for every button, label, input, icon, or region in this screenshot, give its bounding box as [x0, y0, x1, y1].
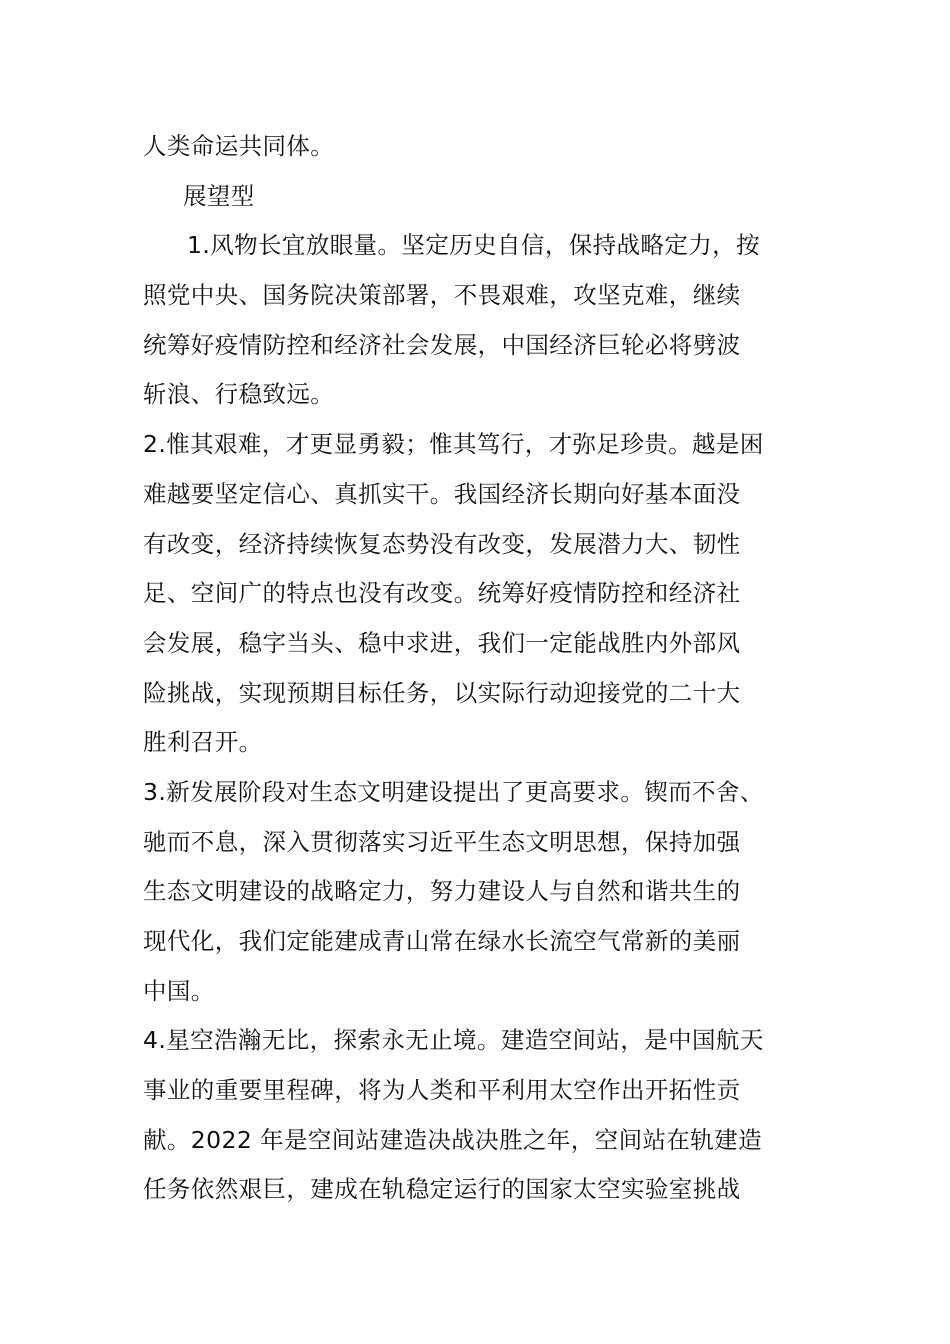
text-line: 献。2022 年是空间站建造决战决胜之年，空间站在轨建造 — [143, 1125, 762, 1154]
text-line: 4.星空浩瀚无比，探索永无止境。建造空间站，是中国航天 — [143, 1026, 764, 1055]
text-line: 人类命运共同体。 — [143, 132, 335, 160]
text-line: 事业的重要里程碑，将为人类和平利用太空作出开拓性贡 — [143, 1076, 741, 1105]
text-line: 生态文明建设的战略定力，努力建设人与自然和谐共生的 — [143, 877, 741, 906]
text-line: 照党中央、国务院决策部署，不畏艰难，攻坚克难，继续 — [143, 281, 741, 310]
text-line: 斩浪、行稳致远。 — [143, 380, 335, 409]
text-line: 3.新发展阶段对生态文明建设提出了更高要求。锲而不舍、 — [143, 777, 764, 806]
text-line: 1.风物长宜放眼量。坚定历史自信，保持战略定力，按 — [187, 231, 760, 260]
text-line: 中国。 — [143, 976, 215, 1005]
text-line: 难越要坚定信心、真抓实干。我国经济长期向好基本面没 — [143, 479, 741, 508]
text-line: 统筹好疫情防控和经济社会发展，中国经济巨轮必将劈波 — [143, 330, 741, 359]
text-line: 足、空间广的特点也没有改变。统筹好疫情防控和经济社 — [143, 579, 741, 608]
text-line: 险挑战，实现预期目标任务，以实际行动迎接党的二十大 — [143, 678, 741, 707]
text-line: 驰而不息，深入贯彻落实习近平生态文明思想，保持加强 — [143, 827, 741, 856]
text-line: 胜利召开。 — [143, 728, 263, 757]
text-line: 会发展，稳字当头、稳中求进，我们一定能战胜内外部风 — [143, 628, 741, 657]
text-line: 2.惟其艰难，才更显勇毅；惟其笃行，才弥足珍贵。越是困 — [143, 430, 764, 459]
text-line: 任务依然艰巨，建成在轨稳定运行的国家太空实验室挑战 — [143, 1175, 741, 1204]
document-body — [143, 122, 808, 1215]
text-line: 现代化，我们定能建成青山常在绿水长流空气常新的美丽 — [143, 927, 741, 955]
text-line: 有改变，经济持续恢复态势没有改变，发展潜力大、韧性 — [143, 529, 741, 558]
section-heading: 展望型 — [183, 181, 255, 210]
